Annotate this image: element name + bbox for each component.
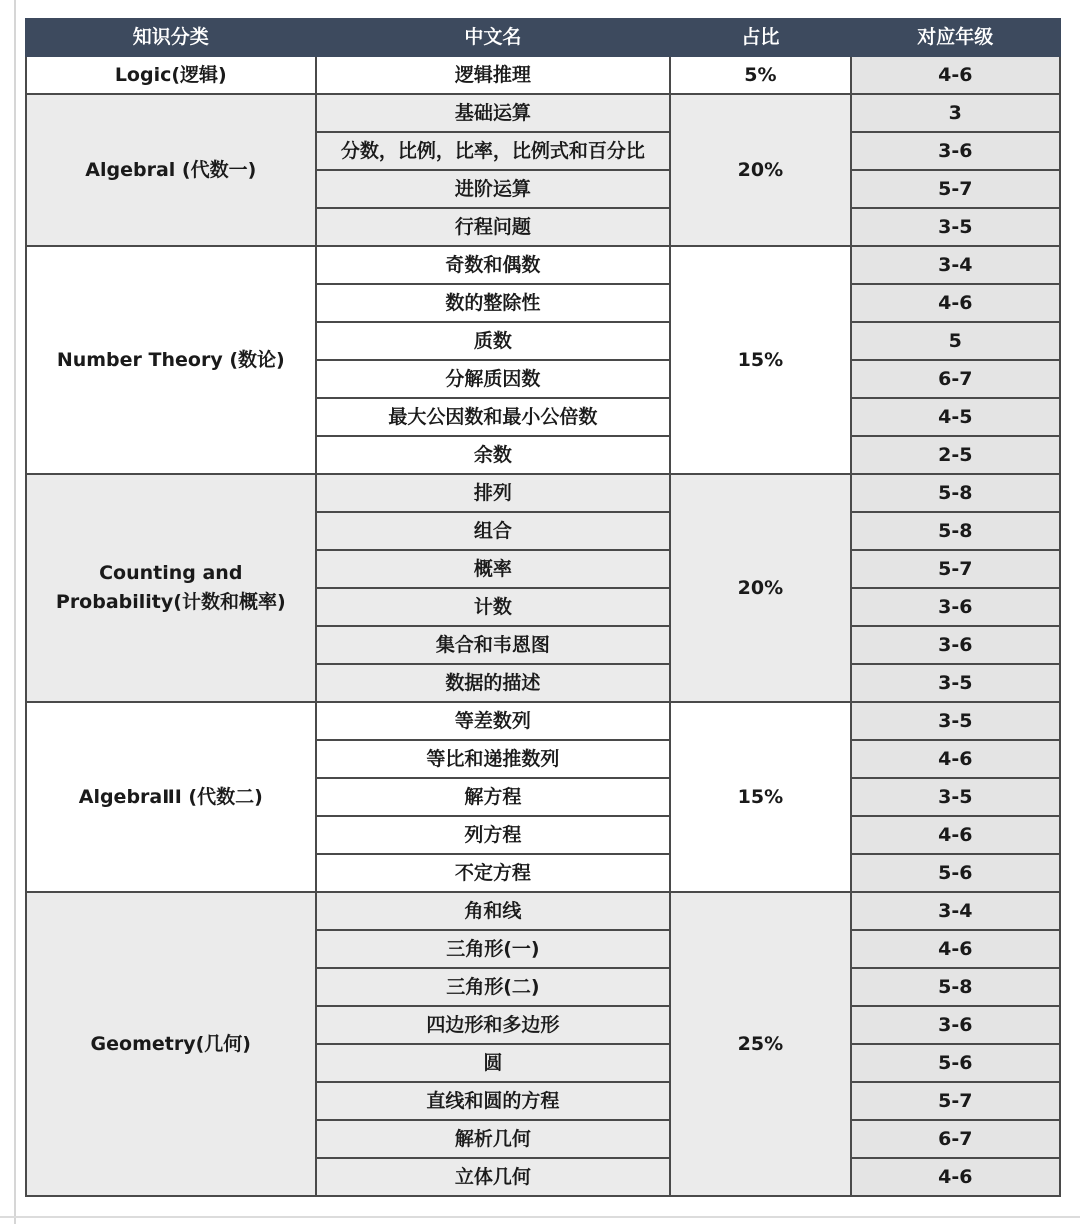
ratio-algebra-2: 15%: [670, 702, 850, 892]
topic-name: 计数: [316, 588, 671, 626]
topic-name: 质数: [316, 322, 671, 360]
header-row: [26, 19, 1060, 56]
topic-name: 解方程: [316, 778, 671, 816]
topic-name: 角和线: [316, 892, 671, 930]
topic-grade: 3: [851, 94, 1060, 132]
topic-name: 解析几何: [316, 1120, 671, 1158]
header-category: 知识分类: [26, 19, 316, 56]
table-row: [26, 246, 1060, 284]
topic-grade: 6-7: [851, 1120, 1060, 1158]
topic-name: 三角形(一): [316, 930, 671, 968]
topic-grade: 4-6: [851, 56, 1060, 94]
topic-grade: 5-8: [851, 512, 1060, 550]
topic-grade: 4-6: [851, 930, 1060, 968]
topic-grade: 4-6: [851, 740, 1060, 778]
header-ratio: 占比: [670, 19, 850, 56]
topic-grade: 3-6: [851, 626, 1060, 664]
topic-grade: 4-6: [851, 816, 1060, 854]
topic-grade: 5-8: [851, 968, 1060, 1006]
topic-grade: 3-6: [851, 132, 1060, 170]
topic-name: 三角形(二): [316, 968, 671, 1006]
topic-grade: 5-6: [851, 1044, 1060, 1082]
table-row: [26, 94, 1060, 132]
topic-grade: 5-7: [851, 550, 1060, 588]
topic-grade: 3-6: [851, 588, 1060, 626]
table-row: [26, 702, 1060, 740]
topic-name: 逻辑推理: [316, 56, 671, 94]
category-logic: Logic(逻辑): [26, 56, 316, 94]
topic-name: 圆: [316, 1044, 671, 1082]
topic-name: 行程问题: [316, 208, 671, 246]
topic-name: 分数，比例，比率，比例式和百分比: [316, 132, 671, 170]
category-number-theory: Number Theory (数论): [26, 246, 316, 474]
category-line-1: Counting and: [99, 562, 243, 585]
topic-grade: 3-4: [851, 892, 1060, 930]
topic-name: 基础运算: [316, 94, 671, 132]
category-line-2: Probability(计数和概率): [55, 591, 286, 613]
topic-grade: 5-8: [851, 474, 1060, 512]
topic-name: 概率: [316, 550, 671, 588]
topic-name: 直线和圆的方程: [316, 1082, 671, 1120]
ratio-geometry: 25%: [670, 892, 850, 1196]
topic-grade: 3-5: [851, 778, 1060, 816]
topic-grade: 4-5: [851, 398, 1060, 436]
topic-grade: 3-5: [851, 208, 1060, 246]
ratio-counting-probability: 20%: [670, 474, 850, 702]
topic-grade: 5: [851, 322, 1060, 360]
topic-name: 组合: [316, 512, 671, 550]
topic-name: 排列: [316, 474, 671, 512]
table-row: [26, 56, 1060, 94]
header-chinese-name: 中文名: [316, 19, 671, 56]
ratio-algebra-1: 20%: [670, 94, 850, 246]
topic-grade: 5-7: [851, 170, 1060, 208]
topic-name: 立体几何: [316, 1158, 671, 1196]
topic-name: 进阶运算: [316, 170, 671, 208]
topic-name: 数的整除性: [316, 284, 671, 322]
category-algebra-1: Algebral (代数一): [26, 94, 316, 246]
topic-name: 余数: [316, 436, 671, 474]
category-counting-probability: [26, 474, 316, 702]
topic-name: 列方程: [316, 816, 671, 854]
topic-name: 奇数和偶数: [316, 246, 671, 284]
ratio-number-theory: 15%: [670, 246, 850, 474]
topic-name: 等比和递推数列: [316, 740, 671, 778]
category-algebra-2: AlgebraⅡI (代数二): [26, 702, 316, 892]
table-row: [26, 474, 1060, 512]
topic-name: 数据的描述: [316, 664, 671, 702]
table-row: [26, 892, 1060, 930]
topic-grade: 6-7: [851, 360, 1060, 398]
topic-name: 不定方程: [316, 854, 671, 892]
topic-name: 集合和韦恩图: [316, 626, 671, 664]
topic-grade: 3-6: [851, 1006, 1060, 1044]
topic-grade: 3-5: [851, 664, 1060, 702]
topic-name: 分解质因数: [316, 360, 671, 398]
ratio-logic: 5%: [670, 56, 850, 94]
topic-grade: 3-5: [851, 702, 1060, 740]
topic-name: 最大公因数和最小公倍数: [316, 398, 671, 436]
topic-grade: 5-7: [851, 1082, 1060, 1120]
topic-grade: 5-6: [851, 854, 1060, 892]
knowledge-table: [25, 18, 1061, 1197]
topic-grade: 3-4: [851, 246, 1060, 284]
topic-grade: 4-6: [851, 1158, 1060, 1196]
header-grade: 对应年级: [851, 19, 1060, 56]
topic-grade: 2-5: [851, 436, 1060, 474]
category-geometry: Geometry(几何): [26, 892, 316, 1196]
topic-name: 等差数列: [316, 702, 671, 740]
topic-name: 四边形和多边形: [316, 1006, 671, 1044]
topic-grade: 4-6: [851, 284, 1060, 322]
